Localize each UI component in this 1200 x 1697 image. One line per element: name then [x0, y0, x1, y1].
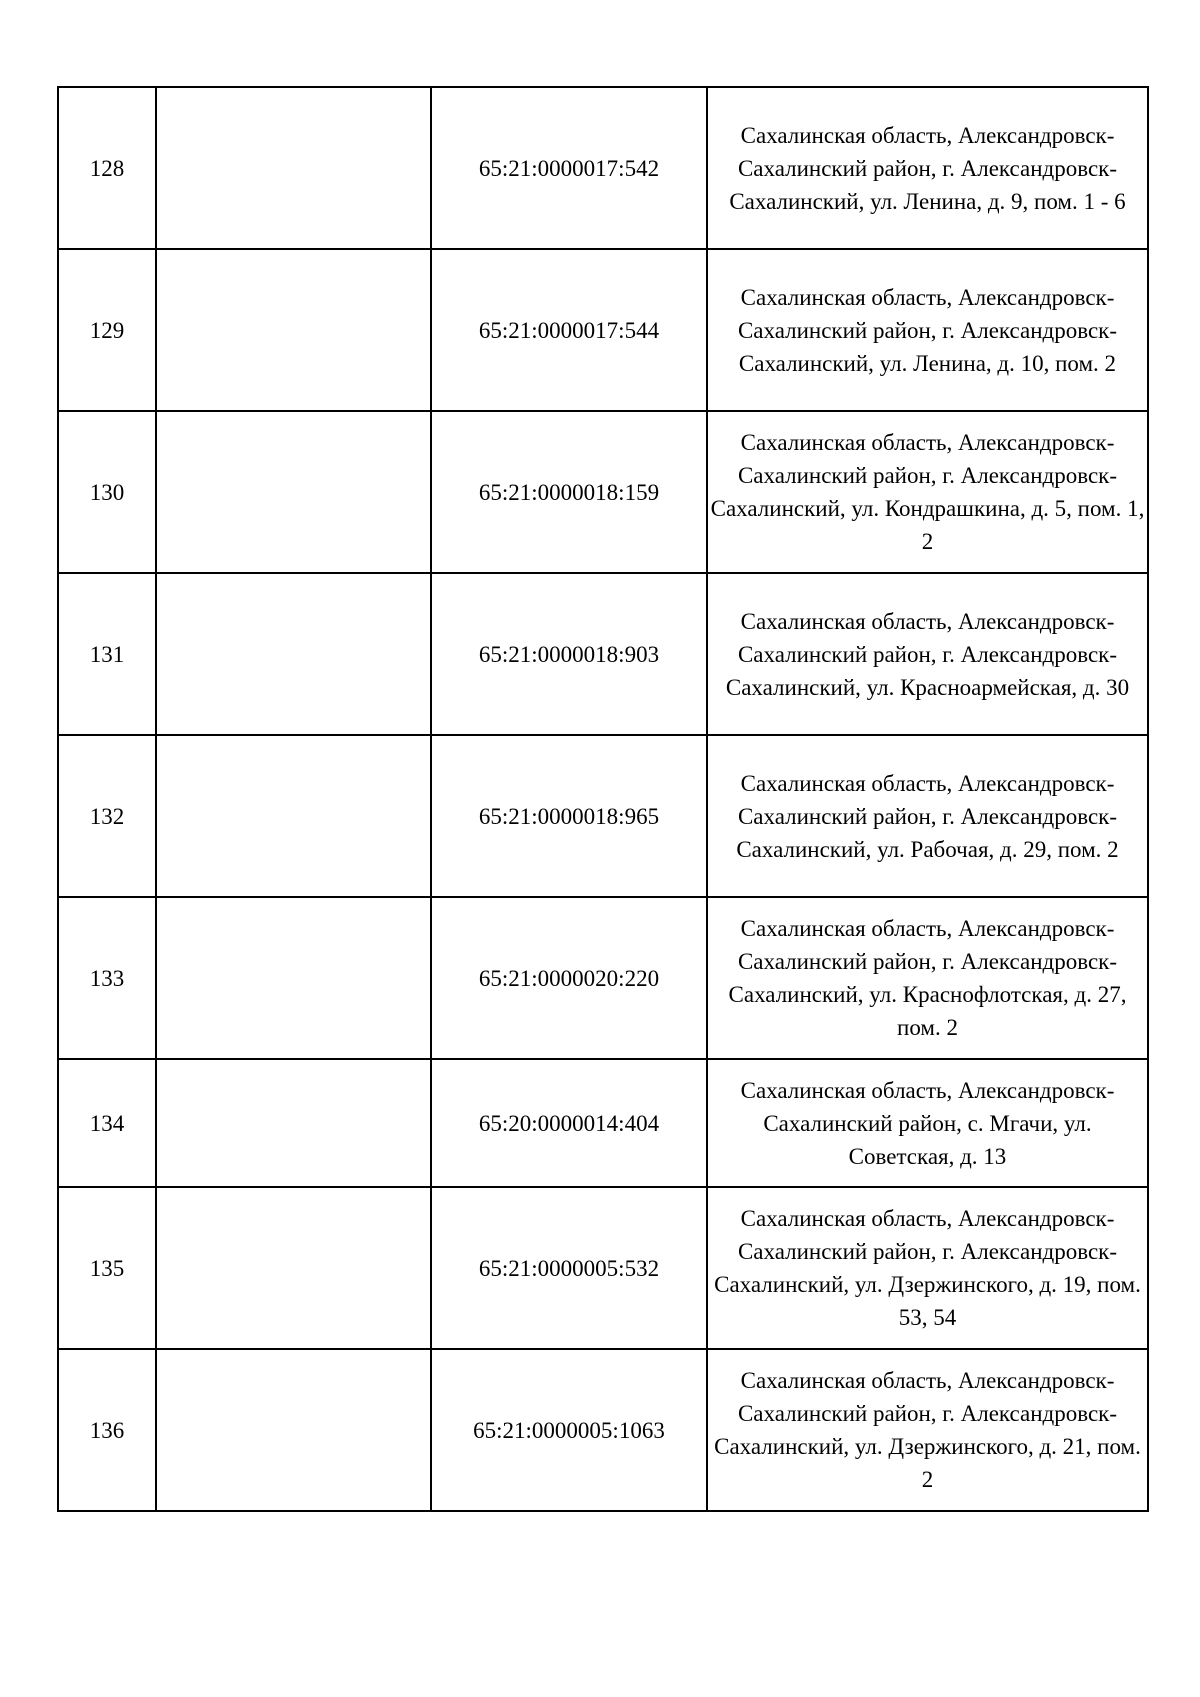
table-row: [58, 573, 1148, 735]
property-registry-table: [57, 86, 1149, 1512]
table-row: [58, 249, 1148, 411]
row-number-cell: 132: [58, 735, 156, 897]
cadastral-number-cell: 65:21:0000018:965: [431, 735, 707, 897]
row-number-cell: 128: [58, 87, 156, 249]
table-row: [58, 1349, 1148, 1511]
row-number-cell: 130: [58, 411, 156, 573]
object-name-cell: [156, 897, 431, 1059]
address-cell: Сахалинская область, Александровск-Сахалинский район, г. Александровск-Сахалинский, ул. Дзержинского, д. 21, пом. 2: [707, 1349, 1148, 1511]
row-number-cell: 134: [58, 1059, 156, 1187]
row-number-cell: 135: [58, 1187, 156, 1349]
object-name-cell: [156, 1187, 431, 1349]
address-cell: Сахалинская область, Александровск-Сахалинский район, г. Александровск-Сахалинский, ул. Ленина, д. 9, пом. 1 - 6: [707, 87, 1148, 249]
cadastral-number-cell: 65:20:0000014:404: [431, 1059, 707, 1187]
cadastral-number-cell: 65:21:0000005:1063: [431, 1349, 707, 1511]
address-cell: Сахалинская область, Александровск-Сахалинский район, г. Александровск-Сахалинский, ул. Рабочая, д. 29, пом. 2: [707, 735, 1148, 897]
cadastral-number-cell: 65:21:0000017:542: [431, 87, 707, 249]
cadastral-number-cell: 65:21:0000020:220: [431, 897, 707, 1059]
table-row: [58, 1187, 1148, 1349]
cadastral-number-cell: 65:21:0000017:544: [431, 249, 707, 411]
table-row: [58, 1059, 1148, 1187]
object-name-cell: [156, 1059, 431, 1187]
object-name-cell: [156, 87, 431, 249]
object-name-cell: [156, 411, 431, 573]
object-name-cell: [156, 249, 431, 411]
row-number-cell: 131: [58, 573, 156, 735]
object-name-cell: [156, 573, 431, 735]
cadastral-number-cell: 65:21:0000018:159: [431, 411, 707, 573]
row-number-cell: 133: [58, 897, 156, 1059]
cadastral-number-cell: 65:21:0000005:532: [431, 1187, 707, 1349]
address-cell: Сахалинская область, Александровск-Сахалинский район, г. Александровск-Сахалинский, ул. Красноармейская, д. 30: [707, 573, 1148, 735]
object-name-cell: [156, 1349, 431, 1511]
row-number-cell: 129: [58, 249, 156, 411]
table-row: [58, 897, 1148, 1059]
cadastral-number-cell: 65:21:0000018:903: [431, 573, 707, 735]
table-row: [58, 735, 1148, 897]
row-number-cell: 136: [58, 1349, 156, 1511]
address-cell: Сахалинская область, Александровск-Сахалинский район, г. Александровск-Сахалинский, ул. Ленина, д. 10, пом. 2: [707, 249, 1148, 411]
object-name-cell: [156, 735, 431, 897]
table-row: [58, 87, 1148, 249]
table-row: [58, 411, 1148, 573]
address-cell: Сахалинская область, Александровск-Сахалинский район, с. Мгачи, ул. Советская, д. 13: [707, 1059, 1148, 1187]
address-cell: Сахалинская область, Александровск-Сахалинский район, г. Александровск-Сахалинский, ул. Дзержинского, д. 19, пом. 53, 54: [707, 1187, 1148, 1349]
address-cell: Сахалинская область, Александровск-Сахалинский район, г. Александровск-Сахалинский, ул. Кондрашкина, д. 5, пом. 1, 2: [707, 411, 1148, 573]
address-cell: Сахалинская область, Александровск-Сахалинский район, г. Александровск-Сахалинский, ул. Краснофлотская, д. 27, пом. 2: [707, 897, 1148, 1059]
